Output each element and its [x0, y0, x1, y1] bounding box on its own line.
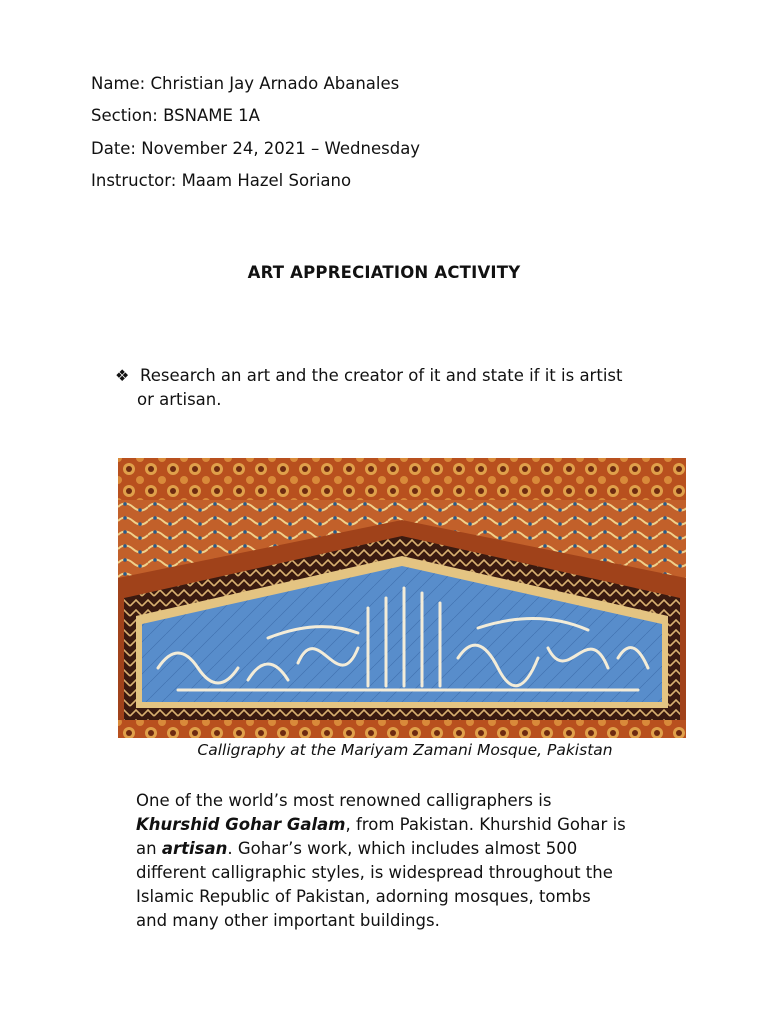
body-paragraph: One of the world’s most renowned calligraphers is Khurshid Gohar Galam, from Pakistan. Khurshid Gohar is an artisan. Gohar’s work, which includes almost 500 different calligraphic styles, is widespread throughout the Islamic Republic of Pakistan, adorning mosques, tombs and many other important buildings. — [136, 791, 626, 930]
instruction-item — [115, 364, 695, 412]
instructor-line: Instructor: Maam Hazel Soriano — [91, 171, 352, 190]
date-line: Date: November 24, 2021 – Wednesday — [91, 139, 421, 158]
page-title: ART APPRECIATION ACTIVITY — [247, 263, 521, 282]
section-line: Section: BSNAME 1A — [91, 106, 260, 125]
instruction-text: Research an art and the creator of it and state if it is artist or artisan. — [137, 366, 623, 409]
student-name: Name: Christian Jay Arnado Abanales — [91, 74, 400, 93]
calligraphy-mosque-image — [118, 458, 686, 738]
artisan-term: artisan — [161, 839, 228, 858]
diamond-bullet-icon: ❖ — [115, 366, 130, 385]
figure-caption: Calligraphy at the Mariyam Zamani Mosque, Pakistan — [197, 741, 613, 759]
calligrapher-name: Khurshid Gohar Galam — [136, 815, 346, 834]
